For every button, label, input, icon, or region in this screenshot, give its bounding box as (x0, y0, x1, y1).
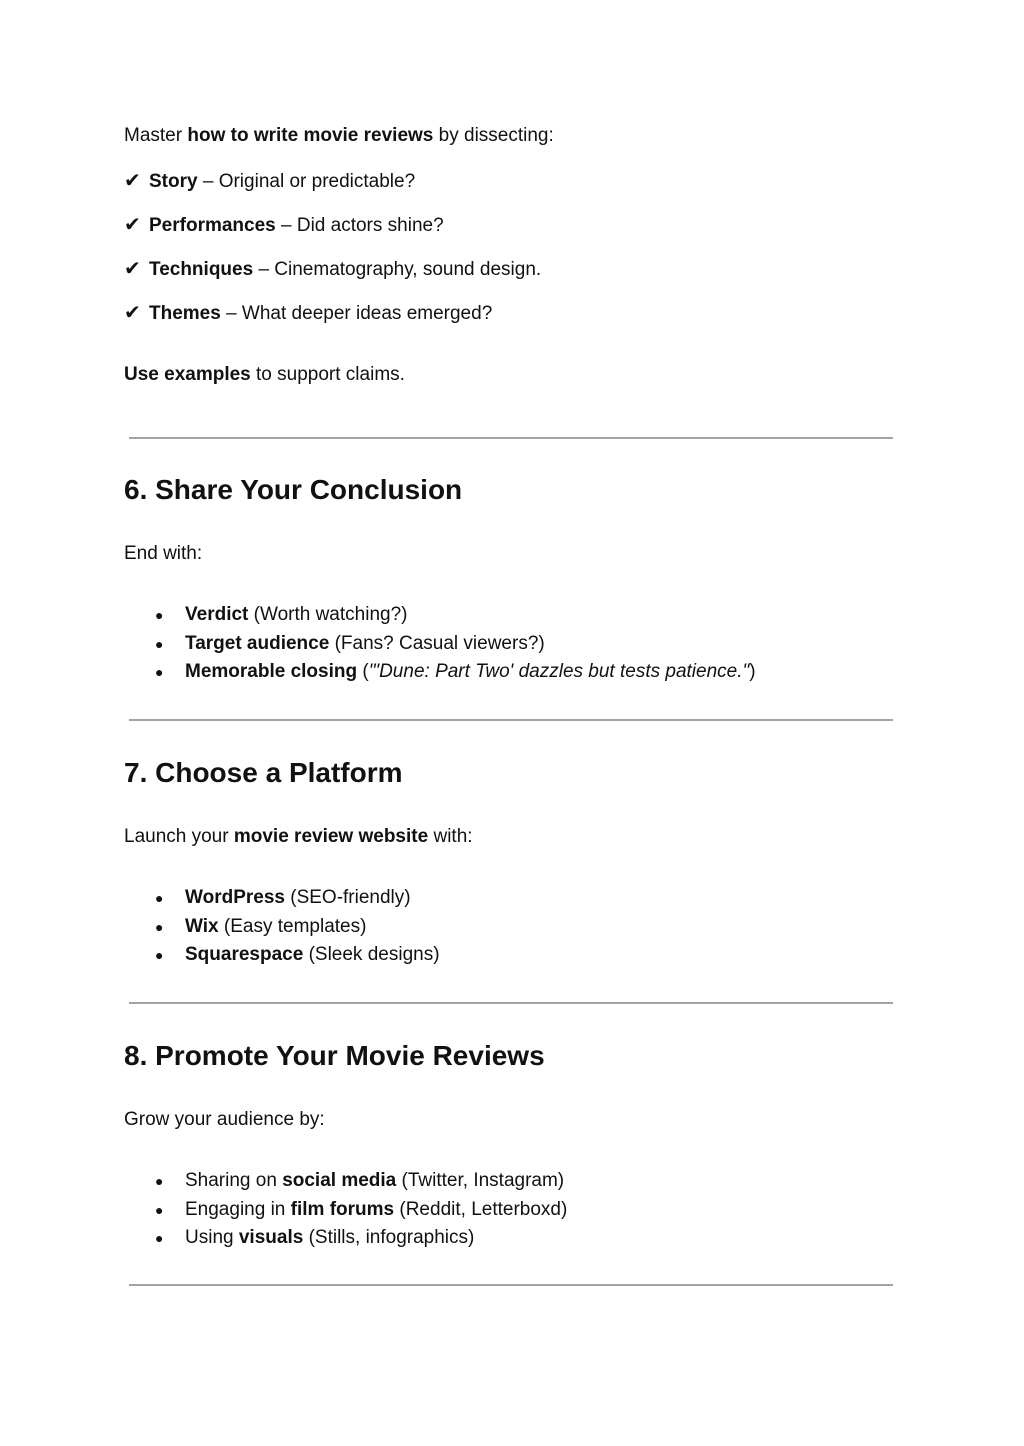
list-item: ● Using visuals (Stills, infographics) (124, 1224, 567, 1253)
bullet-icon: ● (155, 1173, 164, 1189)
list-item: ● Memorable closing ("'Dune: Part Two' dazzles but tests patience.") (124, 658, 756, 687)
list-item: ● Sharing on social media (Twitter, Instagram) (124, 1167, 567, 1196)
bullet-icon: ● (155, 664, 164, 680)
checklist-item-techniques: ✔ Techniques – Cinematography, sound design. (124, 258, 542, 280)
horizontal-rule (129, 1284, 893, 1286)
bullet-icon: ● (155, 947, 164, 963)
list-item: ● Engaging in film forums (Reddit, Letterboxd) (124, 1196, 567, 1225)
list-item: ● WordPress (SEO-friendly) (124, 884, 440, 913)
section-lead-platform: Launch your movie review website with: (124, 826, 473, 847)
bullet-icon: ● (155, 635, 164, 652)
list-item: ● Verdict (Worth watching?) (124, 601, 756, 630)
intro-paragraph: Master how to write movie reviews by dissecting: (124, 125, 554, 146)
conclusion-list (124, 601, 756, 687)
checklist-item-performances: ✔ Performances – Did actors shine? (124, 214, 444, 236)
bullet-icon: ● (155, 1201, 164, 1218)
checkmark-icon: ✔ (124, 258, 141, 280)
list-item: ● Wix (Easy templates) (124, 913, 440, 942)
bullet-icon: ● (155, 890, 164, 906)
checklist-item-story: ✔ Story – Original or predictable? (124, 170, 416, 192)
section-lead-conclusion: End with: (124, 543, 203, 564)
section-lead-promote: Grow your audience by: (124, 1109, 325, 1130)
checklist-item-themes: ✔ Themes – What deeper ideas emerged? (124, 302, 493, 324)
horizontal-rule (129, 437, 893, 439)
checkmark-icon: ✔ (124, 302, 141, 324)
section-heading-conclusion: 6. Share Your Conclusion (124, 474, 463, 505)
list-item: ● Squarespace (Sleek designs) (124, 941, 440, 970)
horizontal-rule (129, 1002, 893, 1004)
list-item: ● Target audience (Fans? Casual viewers?) (124, 630, 756, 659)
section-heading-promote: 8. Promote Your Movie Reviews (124, 1040, 545, 1071)
promote-list (124, 1167, 567, 1253)
horizontal-rule (129, 719, 893, 721)
section-heading-platform: 7. Choose a Platform (124, 757, 403, 788)
examples-paragraph: Use examples to support claims. (124, 364, 405, 385)
bullet-icon: ● (155, 607, 164, 623)
checkmark-icon: ✔ (124, 170, 141, 192)
bullet-icon: ● (155, 918, 164, 935)
platform-list (124, 884, 440, 970)
checkmark-icon: ✔ (124, 214, 141, 236)
bullet-icon: ● (155, 1230, 164, 1246)
